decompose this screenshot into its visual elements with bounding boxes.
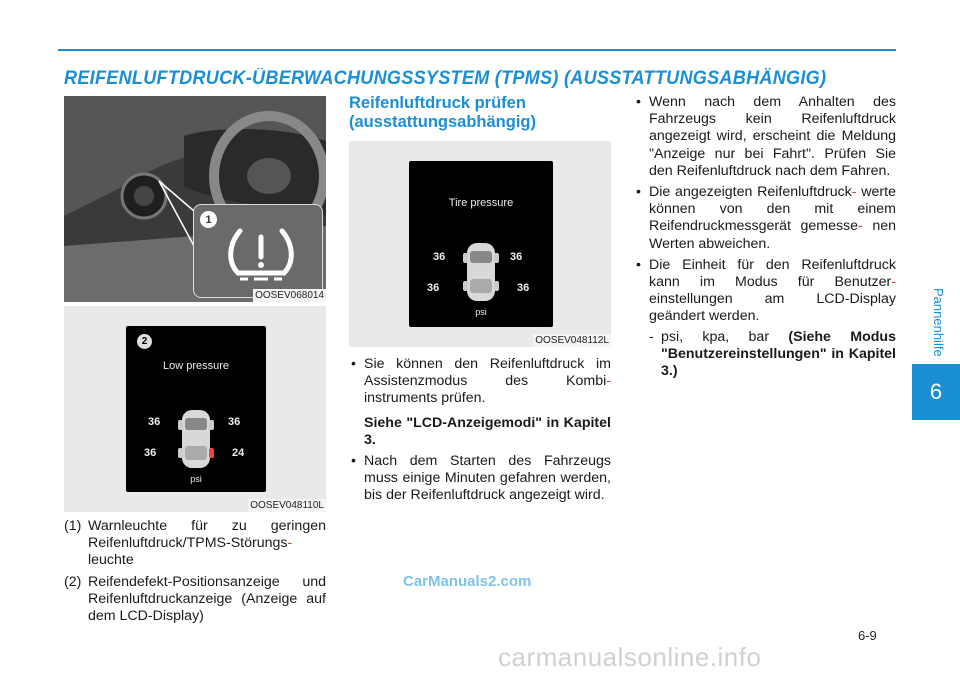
- tire-front-right: 36: [228, 416, 241, 428]
- cross-reference: (Siehe Modus "Benutzereinstellungen" in Kapitel 3.): [661, 328, 896, 380]
- tpms-warning-icon: [226, 223, 296, 283]
- watermark-link[interactable]: CarManuals2.com: [403, 573, 532, 590]
- section-heading-line: (ausstattungsabhängig): [349, 113, 537, 131]
- pressure-unit: psi: [190, 474, 202, 484]
- list-item: [634, 184, 896, 253]
- tire-rear-right: 36: [517, 282, 530, 294]
- hyphen-mark: -: [606, 373, 611, 390]
- car-top-view-icon: [176, 408, 216, 472]
- tire-rear-left: 36: [427, 282, 440, 294]
- header-rule: [58, 49, 896, 51]
- bullet-text: werte können von den mit einem Reifendruckmessgerät gemesse: [649, 184, 896, 235]
- tire-rear-right: 24: [232, 447, 245, 459]
- legend-item: [64, 518, 326, 570]
- legend-text: Warnleuchte für zu geringen Reifenluftdruck/TPMS-Störungs: [88, 518, 326, 552]
- hyphen-mark: -: [287, 535, 293, 552]
- section-heading-line: Reifenluftdruck prüfen: [349, 94, 526, 112]
- page-title: REIFENLUFTDRUCK-ÜBERWACHUNGSSYSTEM (TPMS) (AUSSTATTUNGSABHÄNGIG): [64, 68, 827, 89]
- callout-marker-2: 2: [137, 334, 152, 349]
- pressure-unit: psi: [475, 307, 487, 317]
- section-heading: [349, 94, 536, 132]
- bullet-text: nen Werten abweichen.: [649, 218, 896, 252]
- list-item: [634, 257, 896, 380]
- legend-number: (2): [64, 573, 82, 590]
- unit-options: psi, kpa, bar: [661, 328, 770, 345]
- sub-item: [649, 329, 896, 381]
- display-title: Low pressure: [162, 360, 230, 372]
- warning-lamp-callout: [193, 204, 323, 298]
- low-pressure-figure: [64, 306, 326, 512]
- legend-item: [64, 574, 326, 626]
- bullet-text: instruments prüfen.: [364, 390, 486, 407]
- chapter-tab-number: 6: [912, 364, 960, 420]
- bullet-text: Nach dem Starten des Fahrzeugs muss einige Minuten gefahren werden, bis der Reifenluftdruck angezeigt wird.: [364, 453, 611, 504]
- list-item: [634, 94, 896, 180]
- cross-reference: Siehe "LCD-Anzeigemodi" in Kapitel 3.: [364, 414, 611, 448]
- bullet-text: Wenn nach dem Anhalten des Fahrzeugs kein Reifenluftdruck angezeigt wird, erscheint die Meldung "Anzeige nur bei Fahrt". Prüfen Sie den Reifenluftdruck nach dem Fahren.: [649, 94, 896, 179]
- callout-marker-1: 1: [200, 211, 217, 228]
- legend-text: leuchte: [88, 552, 134, 569]
- lcd-display: [126, 326, 266, 492]
- figure-code: OOSEV048112L: [535, 335, 609, 346]
- hyphen-mark: -: [851, 184, 857, 201]
- lcd-display: [409, 161, 553, 327]
- tire-front-left: 36: [433, 251, 446, 263]
- tire-pressure-figure: [349, 141, 611, 347]
- chapter-tab-label: Pannenhilfe: [931, 288, 946, 357]
- bullet-text: Sie können den Reifenluftdruck im Assistenzmodus des Kombi: [364, 356, 611, 390]
- hyphen-mark: -: [891, 274, 896, 291]
- car-top-view-icon: [461, 241, 501, 305]
- legend-text: Reifendefekt-Positionsanzeige und Reifenluftdruckanzeige (Anzeige auf dem LCD-Display): [88, 573, 326, 625]
- notes-list: [634, 94, 896, 384]
- tire-rear-left: 36: [144, 447, 157, 459]
- dash-marker: -: [649, 328, 654, 345]
- page-number: 6-9: [858, 628, 877, 643]
- dashboard-photo: [64, 96, 326, 302]
- hyphen-mark: -: [858, 218, 863, 235]
- figure-code: OOSEV068014: [255, 290, 324, 301]
- display-title: Tire pressure: [448, 197, 514, 209]
- bullet-text: einstellungen am LCD-Display geändert werden.: [649, 291, 896, 325]
- tire-front-right: 36: [510, 251, 523, 263]
- legend-number: (1): [64, 518, 82, 534]
- list-item: [349, 453, 611, 505]
- list-item: [349, 356, 611, 449]
- bullet-text: Die Einheit für den Reifenluftdruck kann im Modus für Benutzer: [649, 256, 896, 291]
- figure-legend: [64, 518, 326, 629]
- footer-watermark: carmanualsonline.info: [498, 642, 762, 672]
- bullet-text: Die angezeigten Reifenluftdruck: [649, 184, 852, 201]
- figure-code: OOSEV048110L: [250, 500, 324, 511]
- tire-front-left: 36: [148, 416, 161, 428]
- check-pressure-list: [349, 356, 611, 509]
